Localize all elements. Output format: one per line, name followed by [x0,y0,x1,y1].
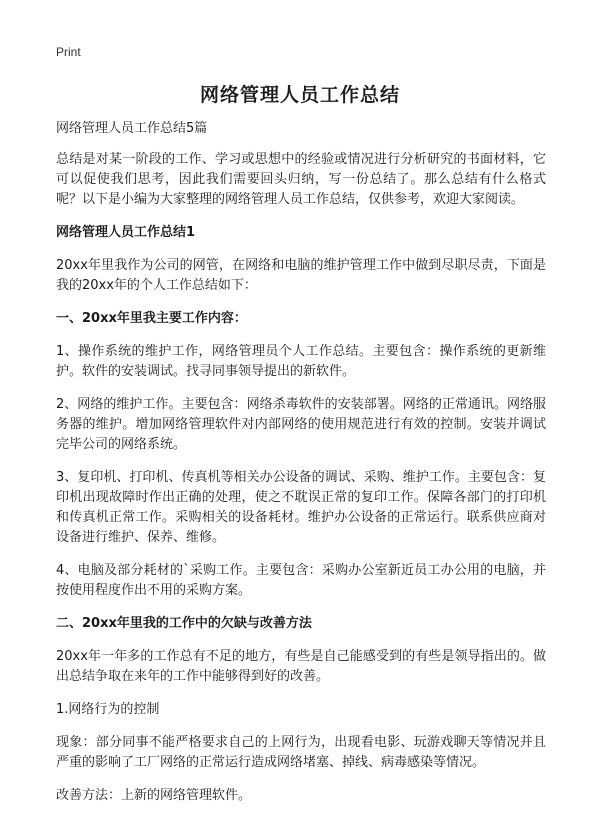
document-title: 网络管理人员工作总结 [199,84,400,106]
list-item: 1、操作系统的维护工作，网络管理员个人工作总结。主要包含：操作系统的更新维护。软件的安装调试。找寻同事领导提出的新软件。 [56,344,546,379]
intro-paragraph: 总结是对某一阶段的工作、学习或思想中的经验或情况进行分析研究的书面材料，它可以促使我们思考，因此我们需要回头归纳，写一份总结了。那么总结有什么格式呢？以下是小编为大家整理的网络管理人员工作总结，仅供参考，欢迎大家阅读。 [56,152,546,207]
phenomenon-paragraph: 现象：部分同事不能严格要求自己的上网行为，出现看电影、玩游戏聊天等情况并且严重的影响了工厂网络的正常运行造成网络堵塞、掉线、病毒感染等情况。 [56,735,546,770]
section-intro-paragraph: 20xx年里我作为公司的网管，在网络和电脑的维护管理工作中做到尽职尽责，下面是我的20xx年的个人工作总结如下： [56,258,546,293]
document-subtitle: 网络管理人员工作总结5篇 [56,121,208,136]
section-heading: 网络管理人员工作总结1 [56,225,196,240]
list-item: 4、电脑及部分耗材的`采购工作。主要包含：采购办公室新近员工办公用的电脑，并按使用程度作出不用的采购方案。 [56,563,546,598]
list-item: 3、复印机、打印机、传真机等相关办公设备的调试、采购、维护工作。主要包含：复印机出现故障时作出正确的处理，使之不耽误正常的复印工作。保障各部门的打印机和传真机正常工作。采购相关的设备耗材。维护办公设备的正常运行。联系供应商对设备进行维护、保养、维修。 [56,470,546,545]
part2-intro-paragraph: 20xx年一年多的工作总有不足的地方，有些是自己能感受到的有些是领导指出的。做出总结争取在来年的工作中能够得到好的改善。 [56,649,546,684]
part1-heading: 一、20xx年里我主要工作内容： [56,311,247,326]
print-label[interactable]: Print [56,45,81,59]
part2-heading: 二、20xx年里我的工作中的欠缺与改善方法 [56,616,312,631]
list-item: 2、网络的维护工作。主要包含：网络杀毒软件的安装部署。网络的正常通讯。网络服务器的维护。增加网络管理软件对内部网络的使用规范进行有效的控制。安装并调试完毕公司的网络系统。 [56,397,546,452]
document-body [56,119,546,819]
improvement-paragraph: 改善方法：上新的网络管理软件。 [56,788,252,803]
subsection-heading: 1.网络行为的控制 [56,702,160,717]
